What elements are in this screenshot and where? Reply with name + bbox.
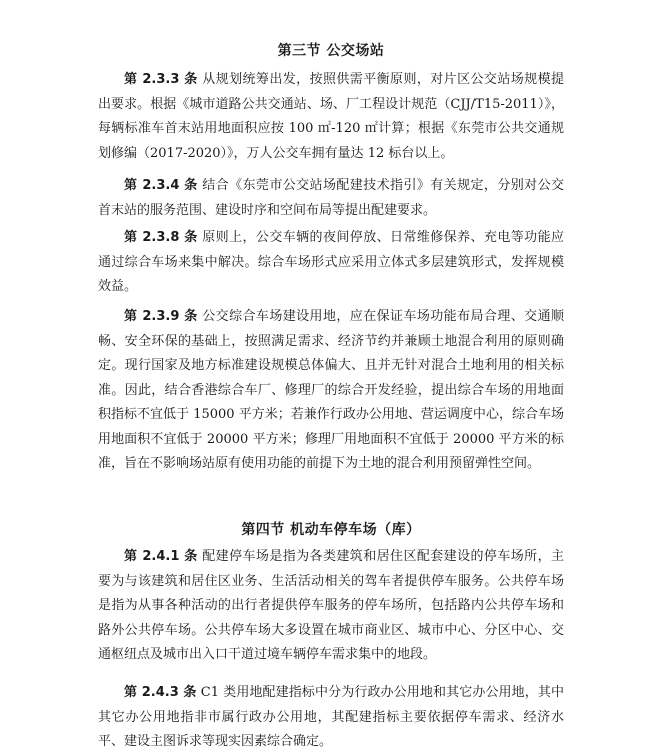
article-paragraph bbox=[98, 226, 564, 300]
article-paragraph bbox=[98, 68, 564, 166]
article-2-4-1 bbox=[98, 545, 564, 668]
article-paragraph bbox=[98, 305, 564, 477]
article-text: 原则上，公交车辆的夜间停放、日常维修保养、充电等功能应通过综合车场来集中解决。综合车场形式应采用立体式多层建筑形式，发挥规模效益。 bbox=[98, 230, 564, 294]
article-text: 结合《东莞市公交站场配建技术指引》有关规定，分别对公交首末站的服务范围、建设时序和空间布局等提出配建要求。 bbox=[98, 178, 564, 218]
article-number: 第 2.4.1 条 bbox=[124, 549, 198, 564]
article-text: C1 类用地配建指标中分为行政办公用地和其它办公用地，其中其它办公用地指非市属行政办公用地，其配建指标主要依据停车需求、经济水平、建设主图诉求等现实因素综合确定。 bbox=[98, 685, 564, 749]
article-paragraph bbox=[98, 174, 564, 223]
article-number: 第 2.3.4 条 bbox=[124, 178, 198, 193]
article-number: 第 2.4.3 条 bbox=[124, 685, 197, 700]
article-2-4-3 bbox=[98, 681, 564, 755]
article-2-3-9 bbox=[98, 305, 564, 477]
article-text: 从规划统筹出发，按照供需平衡原则，对片区公交站场规模提出要求。根据《城市道路公共交通站、场、厂工程设计规范（CJJ/T15-2011）》，每辆标准车首末站用地面积应按 100 ㎡-120 ㎡计算；根据《东莞市公共交通规划修编（2017-2020）》，万人公交车拥有量达 12 标台以上。 bbox=[98, 72, 564, 161]
article-number: 第 2.3.9 条 bbox=[124, 309, 198, 324]
article-number: 第 2.3.8 条 bbox=[124, 230, 198, 245]
article-text: 配建停车场是指为各类建筑和居住区配套建设的停车场所，主要为与该建筑和居住区业务、生活活动相关的驾车者提供停车服务。公共停车场是指为从事各种活动的出行者提供停车服务的停车场所，包括路内公共停车场和路外公共停车场。公共停车场大多设置在城市商业区、城市中心、分区中心、交通枢纽点及城市出入口干道过境车辆停车需求集中的地段。 bbox=[98, 549, 564, 662]
section-title-public-transit-stations: 第三节 公交场站 bbox=[277, 43, 385, 59]
article-text: 公交综合车场建设用地，应在保证车场功能布局合理、交通顺畅、安全环保的基础上，按照满足需求、经济节约并兼顾土地混合利用的原则确定。现行国家及地方标准建设规模总体偏大、且并无针对混合土地利用的相关标准。因此，结合香港综合车厂、修理厂的综合开发经验，提出综合车场的用地面积指标不宜低于 15000 平方米；若兼作行政办公用地、营运调度中心，综合车场用地面积不宜低于 20000 平方米；修理厂用地面积不宜低于 20000 平方米的标准，旨在不影响场站原有使用功能的前提下为土地的混合利用预留弹性空间。 bbox=[98, 309, 564, 471]
article-2-3-3 bbox=[98, 68, 564, 166]
section-title-motor-vehicle-parking: 第四节 机动车停车场（库） bbox=[241, 522, 421, 538]
article-2-3-4 bbox=[98, 174, 564, 223]
article-2-3-8 bbox=[98, 226, 564, 300]
article-paragraph bbox=[98, 545, 564, 668]
article-paragraph bbox=[98, 681, 564, 755]
article-number: 第 2.3.3 条 bbox=[124, 72, 198, 87]
